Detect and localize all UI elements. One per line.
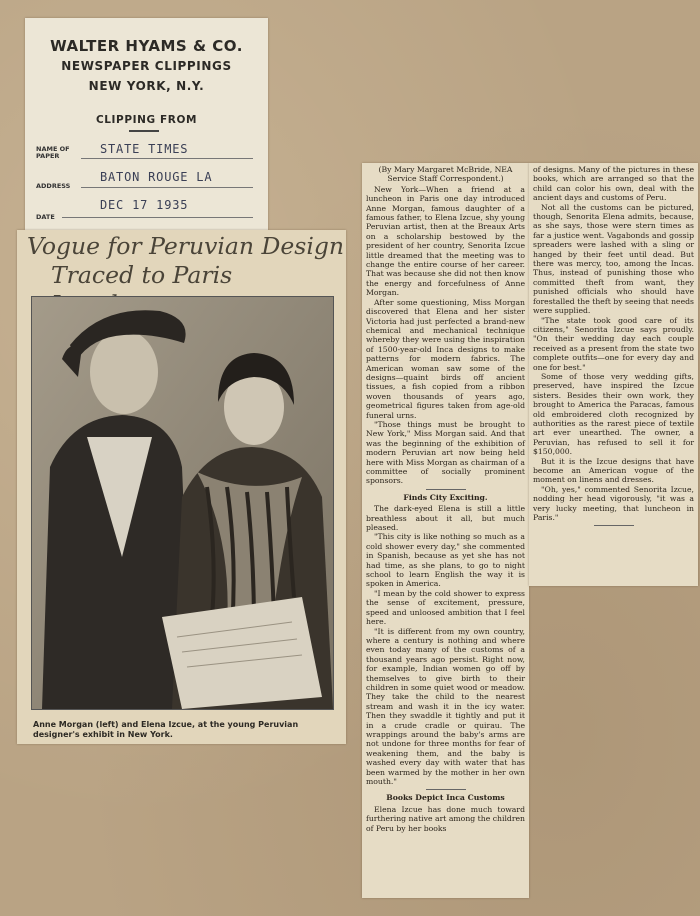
paragraph: "This city is like nothing so much as a cold shower every day," she commented in Spanish, because as yet she has not had time, as she plans, to go to night school to learn English the way it is spoken in America. [366,532,525,589]
company-name: WALTER HYAMS & CO. [50,37,243,55]
paragraph: After some questioning, Miss Morgan discovered that Elena and her sister Victoria had just perfected a brand-new chemical and mechanical technique whereby they were using the inspiration of 1500-year-old Inca designs to make patterns for modern fabrics. The American woman saw some of the designs—quaint birds off ancient tissues, a fish copied from a ribbon woven thousands of years ago, geometrical figures taken from age-old funeral urns. [366,297,525,420]
address-line [81,187,253,188]
paragraph: Some of those very wedding gifts, preserved, have inspired the Izcue sisters. Besides their own work, they brought to America the Paracas, famous old embroidered cloth recognized by authorities as the rarest piece of textile art ever unearthed. The owner, a Peruvian, has refused to sell it for $150,000. [533,371,694,457]
paragraph: "Those things must be brought to New York," Miss Morgan said. And that was the beginning of the exhibition of modern Peruvian art now being held here with Miss Morgan as chairman of a committee of socially prominent sponsors. [366,419,525,486]
headline-line-1: Vogue for Peruvian Design [27,232,345,260]
paper-name-value: STATE TIMES [100,142,189,156]
section-divider [426,489,466,490]
name-of-paper-label: NAME OF PAPER [36,145,70,160]
subhead: Books Depict Inca Customs [386,793,505,803]
date-value: DEC 17 1935 [100,198,189,212]
address-label: ADDRESS [36,182,71,190]
paragraph: "It is different from my own country, where a century is nothing and where even today many of the customs of a thousand years ago persist. Right now, for example, Indian women go off by themselves to give birth to their children in some quiet wood or meadow. They take the child to the nearest stream and wash it in the icy water. Then they swaddle it tightly and put it in a crude cradle or quirau. The wrappings around the baby's arms are not undone for three months for fear of weakening them, and the baby is washed every day with water that has been warmed by the mother in her own mouth." [366,626,525,786]
service-name: NEWSPAPER CLIPPINGS [61,59,232,73]
headline-line-2: Traced to Paris [51,261,233,289]
article-column-2 [529,163,698,586]
paragraph: But it is the Izcue designs that have become an American vogue of the moment on linens and dresses. [533,456,694,485]
date-label: DATE [36,213,55,221]
paragraph: "I mean by the cold shower to express the sense of excitement, pressure, speed and unloosed ambition that I feel here. [366,588,525,627]
clipping-from-label: CLIPPING FROM [95,114,198,126]
article-clipping [362,163,698,898]
clipping-service-slip [25,18,268,230]
paragraph: Elena Izcue has done much toward furthering native art among the children of Peru by her books [366,804,525,833]
company-city: NEW YORK, N.Y. [88,79,205,93]
section-divider [426,789,466,790]
paragraph: Not all the customs can be pictured, though, Senorita Elena admits, because, as she says, those were stern times as far a justice went. Vagabonds and gossip spreaders were lashed with a sling or hanged by their feet until dead. But there was mercy, too, among the Incas. Thus, instead of punishing those who committed theft from want, they punished officials who should have forestalled the theft by seeing that needs were supplied. [533,202,694,316]
address-value: BATON ROUGE LA [100,170,213,184]
paragraph: The dark-eyed Elena is still a little breathless about it all, but much pleased. [366,504,525,533]
paragraph: of designs. Many of the pictures in these books, which are arranged so that the child can color his own, deal with the ancient days and customs of Peru. [533,165,694,203]
subhead: Finds City Exciting. [403,492,488,502]
photo-clipping [17,230,346,744]
photo-caption: Anne Morgan (left) and Elena Izcue, at the young Peruvian designer's exhibit in New York. [33,720,299,739]
byline: (By Mary Margaret McBride, NEA Service Staff Correspondent.) [378,165,513,184]
photo-illustration [32,297,333,709]
article-column-1 [362,163,529,898]
paragraph: New York—When a friend at a luncheon in Paris one day introduced Anne Morgan, famous daughter of a famous father, to Elena Izcue, shy young Peruvian artist, then at the Breaux Arts on a scholarship bestowed by the president of her country, Senorita Izcue little dreamed that the meeting was to change the entire course of her career. That was because she did not then know the energy and forcefulness of Anne Morgan. [366,184,525,298]
date-line [62,217,253,218]
news-photograph [31,296,334,710]
slip-divider [129,130,159,132]
paragraph: "The state took good care of its citizens," Senorita Izcue says proudly. "On their wedding day each couple received as a present from the state two complete outfits—one for every day and one for best." [533,315,694,372]
paragraph: "Oh, yes," commented Senorita Izcue, nodding her head vigorously, "it was a very lucky meeting, that luncheon in Paris." [533,484,694,523]
end-divider [594,525,634,526]
paper-name-line [81,158,253,159]
